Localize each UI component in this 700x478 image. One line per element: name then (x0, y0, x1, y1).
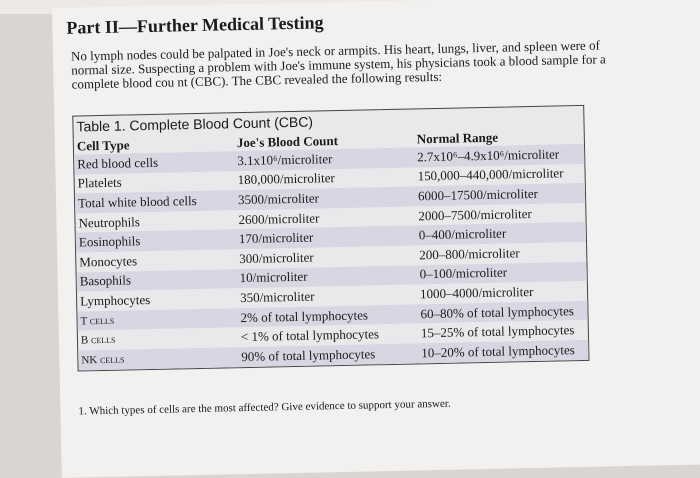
cell-type: Eosinophils (78, 233, 141, 250)
joe-count: < 1% of total lymphocytes (240, 326, 380, 345)
joe-count: 180,000/microliter (237, 170, 335, 188)
header-normal-range: Normal Range (416, 129, 499, 147)
normal-range: 2.7x10⁶–4.9x10⁶/microliter (417, 146, 560, 165)
question-1: 1. Which types of cells are the most affected? Give evidence to support your answer. (78, 397, 451, 418)
cell-type: Neutrophils (78, 213, 141, 231)
cbc-table (72, 105, 589, 371)
normal-range: 0–400/microliter (418, 225, 507, 243)
normal-range: 200–800/microliter (419, 245, 520, 263)
joe-count: 3.1x10⁶/microliter (237, 150, 333, 168)
cell-type: T cells (80, 314, 115, 328)
cell-type: Lymphocytes (79, 291, 151, 309)
normal-range: 6000–17500/microliter (417, 185, 539, 204)
normal-range: 150,000–440,000/microliter (417, 165, 564, 184)
cell-type: Basophils (79, 272, 132, 289)
header-joe-count: Joe's Blood Count (236, 133, 339, 151)
intro-paragraph: No lymph nodes could be palpated in Joe's neck or armpits. His heart, lungs, liver, and spleen were of normal size. Suspecting a problem with Joe's immune system, his physicians took a blood sample for a complete blood cou nt (CBC). The CBC revealed the following results: (70, 37, 606, 92)
joe-count: 2600/microliter (238, 210, 320, 227)
joe-count: 350/microliter (239, 288, 315, 306)
joe-count: 170/microliter (238, 229, 314, 247)
normal-range: 60–80% of total lymphocytes (420, 302, 575, 321)
normal-range: 15–25% of total lymphocytes (420, 322, 575, 341)
part-title: Part II—Further Medical Testing (66, 12, 324, 38)
joe-count: 2% of total lymphocytes (240, 306, 369, 325)
table-body (74, 144, 588, 370)
normal-range: 10–20% of total lymphocytes (421, 341, 575, 361)
cell-type: Monocytes (79, 253, 138, 270)
header-cell-type: Cell Type (76, 137, 130, 154)
normal-range: 2000–7500/microliter (418, 205, 532, 223)
cell-type: Red blood cells (77, 154, 159, 172)
document-page (52, 0, 700, 478)
cell-type: Total white blood cells (77, 192, 197, 211)
cell-type: NK cells (81, 353, 125, 367)
joe-count: 3500/microliter (237, 190, 320, 208)
cell-type: B cells (80, 333, 116, 347)
joe-count: 90% of total lymphocytes (241, 346, 376, 364)
table-title: Table 1. Complete Blood Count (CBC) (76, 113, 314, 135)
normal-range: 1000–4000/microliter (419, 283, 534, 302)
cell-type: Platelets (77, 174, 122, 191)
normal-range: 0–100/microliter (419, 264, 508, 282)
joe-count: 10/microliter (239, 269, 308, 286)
joe-count: 300/microliter (239, 249, 314, 266)
